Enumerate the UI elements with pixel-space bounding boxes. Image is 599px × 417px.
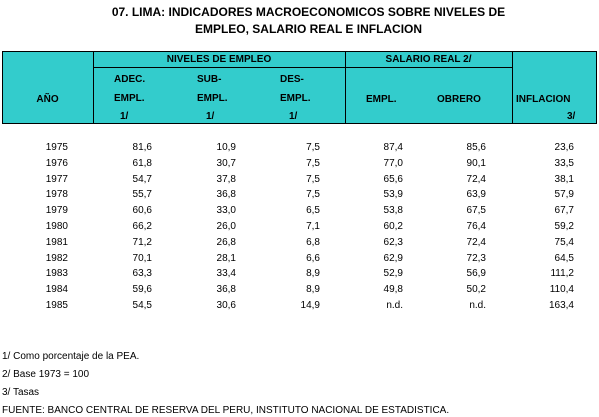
cell-obrero: 72,3 xyxy=(466,252,486,264)
group-employment-header: NIVELES DE EMPLEO xyxy=(166,54,272,65)
cell-empl: 53,9 xyxy=(383,189,403,201)
col-obrero-header: OBRERO xyxy=(437,94,481,105)
cell-empl: 62,9 xyxy=(383,252,403,264)
cell-infl: 64,5 xyxy=(554,252,574,264)
cell-sub: 26,8 xyxy=(216,236,236,248)
col-adec-header-2: EMPL. xyxy=(114,93,145,104)
cell-infl: 163,4 xyxy=(548,299,574,311)
cell-year: 1978 xyxy=(45,189,68,201)
cell-adec: 71,2 xyxy=(132,236,152,248)
cell-sub: 36,8 xyxy=(216,189,236,201)
cell-des: 14,9 xyxy=(300,299,320,311)
col-inflation-header-1: INFLACION xyxy=(516,94,571,105)
cell-year: 1975 xyxy=(45,142,68,153)
cell-sub: 26,0 xyxy=(216,220,236,232)
cell-empl: 62,3 xyxy=(383,236,403,248)
cell-obrero: 85,6 xyxy=(466,142,486,153)
cell-empl: 65,6 xyxy=(383,173,403,185)
cell-empl: 53,8 xyxy=(383,205,403,217)
cell-des: 6,6 xyxy=(306,252,320,264)
cell-infl: 57,9 xyxy=(554,189,574,201)
cell-year: 1976 xyxy=(45,157,68,169)
cell-des: 6,8 xyxy=(306,236,320,248)
cell-empl: 87,4 xyxy=(383,142,403,153)
cell-adec: 54,7 xyxy=(132,173,152,185)
col-inflation-header-2: 3/ xyxy=(567,111,576,122)
table-row xyxy=(2,219,597,235)
table-row xyxy=(2,203,597,219)
note-3: 3/ Tasas xyxy=(2,387,40,398)
table-header xyxy=(2,51,597,124)
table-title xyxy=(0,4,599,38)
cell-obrero: 56,9 xyxy=(466,268,486,280)
cell-adec: 55,7 xyxy=(132,189,152,201)
cell-adec: 60,6 xyxy=(132,205,152,217)
cell-adec: 66,2 xyxy=(132,220,152,232)
cell-infl: 67,7 xyxy=(554,205,574,217)
cell-sub: 28,1 xyxy=(216,252,236,264)
cell-year: 1982 xyxy=(45,252,68,264)
cell-obrero: 76,4 xyxy=(466,220,486,232)
cell-year: 1983 xyxy=(45,268,68,280)
cell-year: 1981 xyxy=(45,236,68,248)
note-2: 2/ Base 1973 = 100 xyxy=(2,369,90,380)
cell-des: 7,5 xyxy=(306,157,320,169)
cell-obrero: 67,5 xyxy=(466,205,486,217)
cell-adec: 54,5 xyxy=(132,299,152,311)
cell-adec: 70,1 xyxy=(132,252,152,264)
cell-obrero: 50,2 xyxy=(466,284,486,296)
group-salary-header: SALARIO REAL 2/ xyxy=(385,54,472,65)
cell-empl: 77,0 xyxy=(383,157,403,169)
cell-empl: 49,8 xyxy=(383,284,403,296)
cell-infl: 59,2 xyxy=(554,220,574,232)
cell-des: 6,5 xyxy=(306,205,320,217)
col-des-header-2: EMPL. xyxy=(280,93,311,104)
notes xyxy=(2,351,449,417)
cell-adec: 61,8 xyxy=(132,157,152,169)
cell-empl: 60,2 xyxy=(383,220,403,232)
cell-obrero: n.d. xyxy=(469,299,486,311)
cell-des: 7,5 xyxy=(306,142,320,153)
cell-obrero: 72,4 xyxy=(466,236,486,248)
note-1: 1/ Como porcentaje de la PEA. xyxy=(2,351,140,362)
cell-year: 1977 xyxy=(45,173,68,185)
col-year-header: AÑO xyxy=(36,94,59,105)
table-body xyxy=(2,140,597,314)
col-sub-header-1: SUB- xyxy=(197,74,222,85)
cell-infl: 110,4 xyxy=(549,284,574,296)
col-sub-header-3: 1/ xyxy=(206,111,215,122)
cell-year: 1979 xyxy=(45,205,68,217)
cell-year: 1985 xyxy=(45,299,68,311)
cell-infl: 33,5 xyxy=(554,157,574,169)
title-line-2: EMPLEO, SALARIO REAL E INFLACION xyxy=(194,22,423,36)
cell-adec: 63,3 xyxy=(132,268,152,280)
table-row xyxy=(2,298,597,314)
header-left-border xyxy=(2,51,3,124)
table-row xyxy=(2,282,597,298)
table-row xyxy=(2,187,597,203)
cell-sub: 33,0 xyxy=(216,205,236,217)
cell-des: 7,5 xyxy=(306,189,320,201)
col-des-header-1: DES- xyxy=(280,74,304,85)
cell-empl: n.d. xyxy=(386,299,403,311)
col-adec-header-3: 1/ xyxy=(120,111,129,122)
cell-obrero: 63,9 xyxy=(466,189,486,201)
cell-infl: 75,4 xyxy=(554,236,574,248)
cell-infl: 38,1 xyxy=(554,173,574,185)
cell-des: 7,1 xyxy=(306,220,320,232)
table-row xyxy=(2,251,597,267)
cell-sub: 37,8 xyxy=(216,173,236,185)
table-row xyxy=(2,235,597,251)
cell-adec: 81,6 xyxy=(132,142,152,153)
source-note: FUENTE: BANCO CENTRAL DE RESERVA DEL PERU, INSTITUTO NACIONAL DE ESTADISTICA. xyxy=(2,405,450,416)
table-row xyxy=(2,140,597,156)
col-adec-header-1: ADEC. xyxy=(114,74,146,85)
cell-infl: 111,2 xyxy=(550,268,574,280)
col-sub-header-2: EMPL. xyxy=(197,93,228,104)
cell-des: 8,9 xyxy=(306,268,320,280)
cell-sub: 30,6 xyxy=(216,299,236,311)
col-des-header-3: 1/ xyxy=(289,111,298,122)
cell-sub: 36,8 xyxy=(216,284,236,296)
cell-adec: 59,6 xyxy=(132,284,152,296)
table-row xyxy=(2,156,597,172)
cell-year: 1980 xyxy=(45,220,68,232)
cell-sub: 10,9 xyxy=(216,142,236,153)
cell-sub: 33,4 xyxy=(216,268,236,280)
cell-des: 8,9 xyxy=(306,284,320,296)
cell-infl: 23,6 xyxy=(554,142,574,153)
cell-year: 1984 xyxy=(45,284,68,296)
cell-obrero: 72,4 xyxy=(466,173,486,185)
title-line-1: 07. LIMA: INDICADORES MACROECONOMICOS SOBRE NIVELES DE xyxy=(111,5,506,19)
cell-sub: 30,7 xyxy=(216,157,236,169)
cell-des: 7,5 xyxy=(306,173,320,185)
divider-salary xyxy=(512,51,513,124)
table-row xyxy=(2,172,597,188)
col-empl-header: EMPL. xyxy=(366,94,397,105)
table-row xyxy=(2,266,597,282)
cell-empl: 52,9 xyxy=(383,268,403,280)
cell-obrero: 90,1 xyxy=(466,157,486,169)
header-right-border xyxy=(596,51,597,124)
header-bottom-border xyxy=(2,123,597,124)
